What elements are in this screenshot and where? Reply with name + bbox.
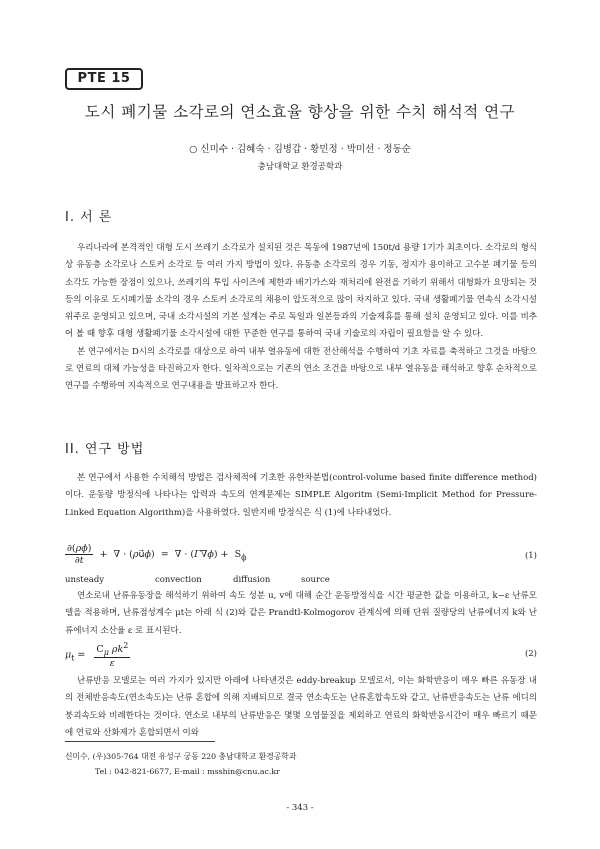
methods-body-3 xyxy=(65,673,537,742)
time-derivative: $\frac{\partial(\rho\phi)}{\partial t}$ xyxy=(67,543,92,566)
term-label: source xyxy=(301,575,330,585)
footnote-address: 신미수, (우)305-764 대전 유성구 궁동 220 충남대학교 환경공학과 xyxy=(65,752,297,761)
paragraph: 연소로내 난류유동장을 해석하기 위하여 속도 성분 u, v에 대해 순간 운동방정식을 시간 평균한 값을 이용하고, k−ε 난류모델을 적용하며, 난류점성계수 μt는 아래 식 (2)와 같은 Prandtl-Kolmogorov 관계식에 의해 단위 질량당의 난류에너지 k와 난류에너지 소산율 ε 로 표시된다. xyxy=(65,591,537,636)
paragraph: 본 연구에서는 D시의 소각로를 대상으로 하여 내부 열유동에 대한 전산해석을 수행하여 기초 자료를 축적하고 그것을 바탕으로 연료의 대체 가능성을 타진하고자 한다. 일차적으로는 기존의 연소 조건을 바탕으로 내부 열유동을 해석하고 향후 순차적으로 연구를 수행하여 지속적으로 연구내용을 발표하고자 한다. xyxy=(65,346,537,392)
term-label: unsteady xyxy=(65,575,105,585)
paper-id-badge: PTE 15 xyxy=(65,68,143,90)
author-list: ○ 신미수 · 김혜숙 · 김병갑 · 황민정 · 박미선 · 정동순 xyxy=(189,144,411,155)
paragraph: 난류반응 모델로는 여러 가지가 있지만 아래에 나타낸것은 eddy-breakup 모델로서, 이는 화학반응이 매우 빠른 유동장 내의 전체반응속도(연소속도)는 난류 혼합에 의해 지배되므로 결국 연소속도는 난류혼합속도와 같고, 난류반응속도는 난류 에디의 붕괴속도와 비례한다는 것이다. 연소로 내부의 난류반응은 몇몇 오염물질을 제외하고 연료의 화학반응시간이 매우 빠르기 때문에 연료와 산화제가 혼합되면서 이와 xyxy=(65,676,537,738)
introduction-body xyxy=(65,240,537,396)
term-label: diffusion xyxy=(233,575,271,585)
equation-number: (1) xyxy=(524,551,537,561)
turbulent-viscosity-fraction: $\frac{C_\mu \rho k^2}{\varepsilon}$ xyxy=(96,641,129,670)
equation-number: (2) xyxy=(524,649,537,659)
paper-title: 도시 폐기물 소각로의 연소효율 향상을 위한 수치 해석적 연구 xyxy=(84,103,516,121)
section-heading-methods: II. 연구 방법 xyxy=(65,442,145,457)
paragraph: 우리나라에 본격적인 대형 도시 쓰레기 소각로가 설치된 것은 목동에 1987년에 150t/d 용량 1기가 최초이다. 소각로의 형식상 유동층 소각로나 스토커 소각로 등 여러 가지 방법이 있다. 유동층 소각로의 경우 기동, 정지가 용이하고 고수분 폐기물 등의 소각도 가능한 장점이 있으나, 쓰레기의 투입 사이즈에 제한과 배기가스와 재처리에 완전을 기하기 위해서 대형화가 요망되는 것 등의 이유로 도시폐기물 소각의 경우 스토커 소각로의 채용이 압도적으로 많이 차지하고 있다. 국내 생활폐기물 연속식 소각시설 위주로 운영되고 있으며, 국내 소각시설의 기본 설계는 주로 독일과 일본등과의 기술제휴를 통해 설치 운영되고 있다. 이를 비추어 볼 때 향후 대형 생활폐기물 소각시설에 대한 꾸준한 연구를 통하여 국내 기술로의 자립이 필요함을 알 수 있다. xyxy=(65,243,537,340)
affiliation: 충남대학교 환경공학과 xyxy=(257,162,343,172)
page-number: - 343 - xyxy=(286,803,314,813)
term-label: convection xyxy=(155,575,202,585)
paragraph: 본 연구에서 사용한 수치해석 방법은 검사체적에 기초한 유한차분법(control-volume based finite difference method)이다. 운동량 방정식에 나타나는 압력과 속도의 연계문제는 SIMPLE Algoritm (Semi-Implicit Method for Pressure-Linked Equation Algorithm)을 사용하였다. 일반지배 방정식은 식 (1)에 나타내었다. xyxy=(65,473,537,518)
footnote-rule xyxy=(65,741,215,742)
source-term: $S_\phi$ xyxy=(234,549,247,562)
footnote-contact: Tel : 042-821-6677, E-mail : msshin@cnu.ac.kr xyxy=(95,767,280,776)
equation-term-labels xyxy=(65,575,330,585)
methods-body-2 xyxy=(65,588,537,640)
section-heading-introduction: I. 서 론 xyxy=(65,210,113,225)
equation-2: $\mu_t$ = $\frac{C_\mu \rho k^2}{\varepsilon}$ (2) xyxy=(65,641,537,670)
equation-1: $\frac{\partial(\rho\phi)}{\partial t}$ + ∇ · (ρu⃗ϕ) = ∇ · $(\Gamma\nabla\phi) + S_\phi$ (1) xyxy=(67,543,537,566)
methods-body-1 xyxy=(65,470,537,522)
